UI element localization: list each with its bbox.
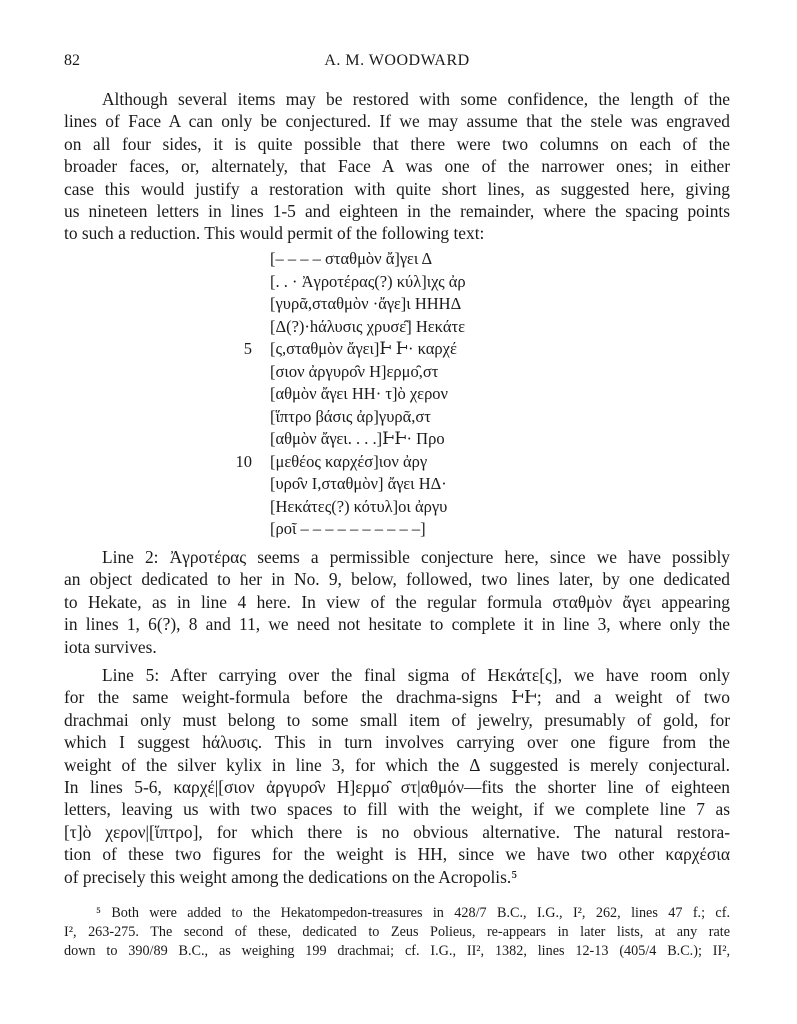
page-header [64,52,730,76]
text-line: of precisely this weight among the dedications on the Acropolis.⁵ [64,866,518,887]
page-number: 82 [64,52,80,69]
inscription-line-text: [. . · Ἀγροτέρας(?) κύλ]ιχς ἀρ [270,271,466,291]
inscription-line [228,316,548,339]
text-line: an object dedicated to her in No. 9, below, followed, two lines later, by one dedicated [64,569,730,590]
text-line: for the same weight-formula before the drachma-signs ͰͰ; and a weight of two [64,687,730,708]
line-number: 10 [235,451,252,471]
inscription-line [228,361,548,384]
inscription-line [228,271,548,294]
text-line: to Hekate, as in line 4 here. In view of the regular formula σταθμὸν ἄγει appearing [64,591,730,612]
paragraph-line-2-commentary [64,546,730,658]
inscription-line [228,451,548,474]
text-line: Although several items may be restored with some confidence, the length of the [102,89,730,109]
footnote [64,904,730,961]
text-line: on all four sides, it is quite possible that there were two columns on each of the [64,133,730,154]
text-line: lines of Face A can only be conjectured. If we may assume that the stele was engraved [64,111,730,132]
inscription-line-text: [ἵπτρο βάσις ἀρ]γυρᾶ,στ [270,406,431,426]
inscription-line [228,383,548,406]
inscription-line [228,428,548,451]
inscription-line [228,518,548,541]
inscription-line-text: [ροῖ – – – – – – – – – –] [270,519,426,538]
paragraph-line-5-commentary [64,664,730,888]
inscription-line [228,338,548,361]
text-line: case this would justify a restoration with quite short lines, as suggested here, giving [64,178,730,199]
text-line: drachmai only must belong to some small item of jewelry, presumably of gold, for [64,709,730,730]
text-line: tion of these two figures for the weight is ΗΗ, since we have two other καρχέσια [64,844,730,865]
inscription-line-text: [μεθέος καρχέσ]ιον ἀργ [270,451,428,471]
footnote-line: down to 390/89 B.C., as weighing 199 drachmai; cf. I.G., II², 1382, lines 12-13 (405/4 B.C.); II², [64,943,730,959]
inscription-line-text: [ς,σταθμὸν ἄγει]Ͱ Ͱ· καρχέ [270,339,457,358]
text-line: which I suggest hάλυσις. This in turn involves carrying over one figure from the [64,732,730,753]
inscription-line [228,406,548,429]
inscription-line-text: [γυρᾶ,σταθμὸν ·ἄγε]ι ΗΗΗΔ [270,294,462,313]
inscription-text [228,248,548,541]
text-line: In lines 5-6, καρχέ|[σιον ἀργυρο̑ν Η]ερμο̑ στ|αθμόν—fits the shorter line of eighteen [64,777,730,798]
running-head: A. M. WOODWARD [324,52,470,69]
inscription-line-text: [αθμὸν ἄγει. . . .]ͰͰ· Προ [270,429,445,448]
footnote-line: ⁵ Both were added to the Hekatompedon-treasures in 428/7 B.C., I.G., I², 262, lines 47 f.; cf. [96,905,730,921]
text-line: iota survives. [64,636,157,657]
inscription-line-text: [Δ(?)·hάλυσις χρυσε̑] Hεκάτε [270,316,466,336]
paragraph-intro [64,88,730,245]
text-line: letters, leaving us with two spaces to fill with the weight, if we complete line 7 as [64,799,730,820]
text-line: in lines 1, 6(?), 8 and 11, we need not hesitate to complete it in line 3, where only the [64,614,730,635]
text-line: [τ]ὸ χερον|[ἵπτρο], for which there is no obvious alternative. The natural restora- [64,821,730,842]
inscription-line [228,248,548,271]
inscription-line-text: [Hεκάτες(?) κότυλ]οι ἀργυ [270,496,448,516]
inscription-line-text: [– – – – σταθμὸν ἄ]γει Δ [270,249,433,268]
text-line: Line 2: Ἀγροτέρας seems a permissible conjecture here, since we have possibly [102,547,730,567]
inscription-line [228,293,548,316]
inscription-line [228,496,548,519]
inscription-line-text: [αθμὸν ἄγει ΗΗ· τ]ὸ χερον [270,384,449,403]
text-line: weight of the silver kylix in line 3, for which the Δ suggested is merely conjectural. [64,754,730,775]
text-line: us nineteen letters in lines 1-5 and eighteen in the remainder, where the spacing points [64,201,730,222]
text-line: Line 5: After carrying over the final sigma of Hεκάτε[ς], we have room only [102,665,730,685]
line-number: 5 [243,339,252,358]
inscription-line [228,473,548,496]
text-line: to such a reduction. This would permit of the following text: [64,223,485,244]
text-line: broader faces, or, alternately, that Face A was one of the narrower ones; in either [64,156,730,177]
footnote-line: I², 263-275. The second of these, dedicated to Zeus Polieus, re-appears in later lists, at any rate [64,924,730,940]
inscription-line-text: [υρο̑ν Ι,σταθμὸν] ἄγει ΗΔ· [270,474,447,493]
inscription-line-text: [σιον ἀργυρο̑ν Η]ερμο̑,στ [270,361,439,381]
